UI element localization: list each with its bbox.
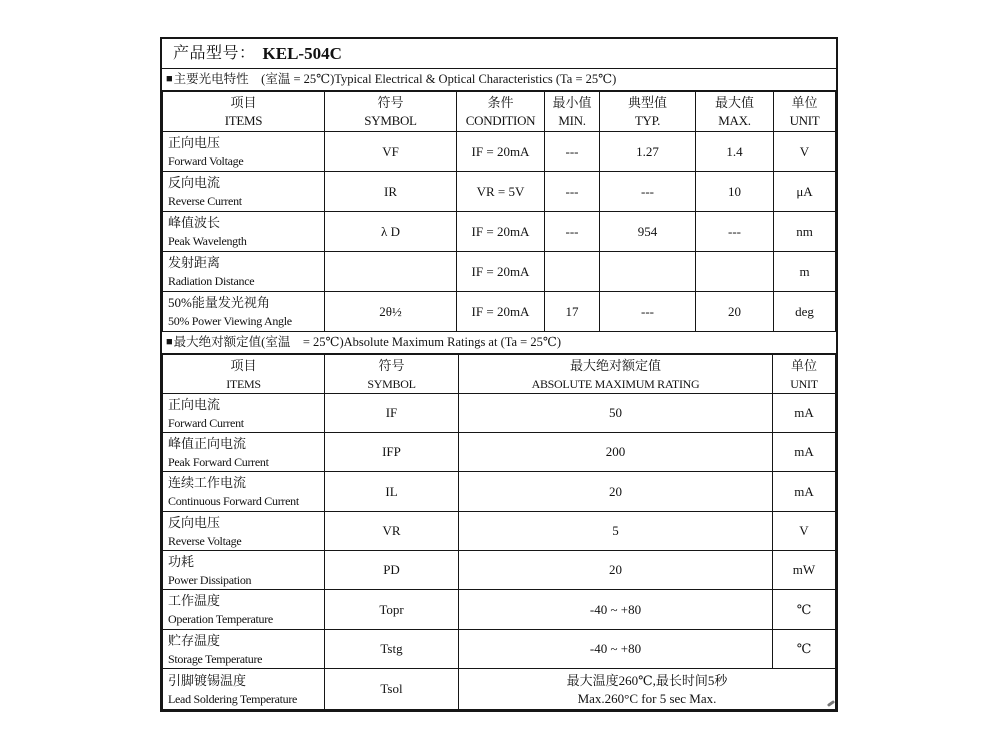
col-header-min: 最小值 MIN. bbox=[545, 92, 600, 132]
cell-item: 反向电压 Reverse Voltage bbox=[163, 512, 325, 551]
section-optical-title: 主要光电特性 (室温 = 25℃)Typical Electrical & Optical Characteristics (Ta = 25℃) bbox=[173, 72, 617, 86]
product-model-row bbox=[162, 39, 836, 69]
cell-item: 连续工作电流 Continuous Forward Current bbox=[163, 472, 325, 512]
table-row bbox=[163, 512, 836, 551]
cell-unit: mW bbox=[773, 551, 836, 590]
col-header-unit: 单位 UNIT bbox=[774, 92, 836, 132]
cell-item: 峰值正向电流 Peak Forward Current bbox=[163, 433, 325, 472]
cell-unit: μA bbox=[774, 172, 836, 212]
cell-max: --- bbox=[696, 212, 774, 252]
cell-item: 正向电流 Forward Current bbox=[163, 394, 325, 433]
table-row bbox=[163, 433, 836, 472]
cell-rating: 50 bbox=[459, 394, 773, 433]
table-row bbox=[163, 132, 836, 172]
cell-symbol: IFP bbox=[325, 433, 459, 472]
cell-rating: 200 bbox=[459, 433, 773, 472]
cell-rating: 20 bbox=[459, 472, 773, 512]
col-header-unit: 单位 UNIT bbox=[773, 355, 836, 394]
section-ratings-title: 最大绝对额定值(室温 = 25℃)Absolute Maximum Ratings at (Ta = 25℃) bbox=[173, 335, 561, 349]
cell-rating: 最大温度260℃,最长时间5秒 Max.260°C for 5 sec Max. bbox=[459, 669, 836, 710]
cell-typ: --- bbox=[600, 292, 696, 332]
table-row bbox=[163, 394, 836, 433]
cell-symbol: λ D bbox=[325, 212, 457, 252]
col-header-symbol: 符号 SYMBOL bbox=[325, 92, 457, 132]
black-square-icon: ■ bbox=[166, 73, 173, 85]
cell-unit: deg bbox=[774, 292, 836, 332]
col-header-condition: 条件 CONDITION bbox=[457, 92, 545, 132]
optical-characteristics-table bbox=[162, 91, 836, 332]
cell-symbol: IF bbox=[325, 394, 459, 433]
cell-item: 贮存温度 Storage Temperature bbox=[163, 630, 325, 669]
col-header-items: 项目 ITEMS bbox=[163, 355, 325, 394]
cell-unit: m bbox=[774, 252, 836, 292]
cell-unit: mA bbox=[773, 394, 836, 433]
section-absolute-maximum-ratings bbox=[162, 332, 836, 354]
col-header-rating: 最大绝对额定值 ABSOLUTE MAXIMUM RATING bbox=[459, 355, 773, 394]
table-row bbox=[163, 252, 836, 292]
cell-symbol: VF bbox=[325, 132, 457, 172]
cell-typ: 1.27 bbox=[600, 132, 696, 172]
cell-item: 引脚镀锡温度 Lead Soldering Temperature bbox=[163, 669, 325, 710]
absolute-maximum-ratings-table bbox=[162, 354, 836, 710]
cell-condition: IF = 20mA bbox=[457, 292, 545, 332]
cell-item: 功耗 Power Dissipation bbox=[163, 551, 325, 590]
product-model-value: KEL-504C bbox=[262, 43, 342, 63]
cell-min: --- bbox=[545, 132, 600, 172]
cell-max bbox=[696, 252, 774, 292]
cell-max: 20 bbox=[696, 292, 774, 332]
cell-rating: -40 ~ +80 bbox=[459, 630, 773, 669]
cell-condition: IF = 20mA bbox=[457, 132, 545, 172]
cell-rating: 5 bbox=[459, 512, 773, 551]
section-optical-characteristics bbox=[162, 69, 836, 91]
cell-item: 正向电压 Forward Voltage bbox=[163, 132, 325, 172]
cell-unit: V bbox=[773, 512, 836, 551]
cell-unit: mA bbox=[773, 472, 836, 512]
cell-condition: VR = 5V bbox=[457, 172, 545, 212]
cell-unit: V bbox=[774, 132, 836, 172]
table-row bbox=[163, 172, 836, 212]
cell-symbol: Tstg bbox=[325, 630, 459, 669]
cell-unit: mA bbox=[773, 433, 836, 472]
cell-max: 1.4 bbox=[696, 132, 774, 172]
table-header-row bbox=[163, 92, 836, 132]
table-row bbox=[163, 669, 836, 710]
cell-unit: ℃ bbox=[773, 590, 836, 630]
cell-min: --- bbox=[545, 172, 600, 212]
cell-symbol: IR bbox=[325, 172, 457, 212]
table-row bbox=[163, 590, 836, 630]
cell-rating: 20 bbox=[459, 551, 773, 590]
cell-unit: ℃ bbox=[773, 630, 836, 669]
cell-typ: --- bbox=[600, 172, 696, 212]
cell-item: 工作温度 Operation Temperature bbox=[163, 590, 325, 630]
cell-symbol: Topr bbox=[325, 590, 459, 630]
cell-condition: IF = 20mA bbox=[457, 252, 545, 292]
col-header-symbol: 符号 SYMBOL bbox=[325, 355, 459, 394]
cell-unit: nm bbox=[774, 212, 836, 252]
cell-max: 10 bbox=[696, 172, 774, 212]
table-row bbox=[163, 472, 836, 512]
cell-item: 反向电流 Reverse Current bbox=[163, 172, 325, 212]
table-row bbox=[163, 630, 836, 669]
datasheet-document bbox=[160, 37, 838, 712]
cell-symbol: PD bbox=[325, 551, 459, 590]
cell-typ: 954 bbox=[600, 212, 696, 252]
cell-typ bbox=[600, 252, 696, 292]
product-model-label: 产品型号： bbox=[173, 44, 256, 62]
cell-item: 发射距离 Radiation Distance bbox=[163, 252, 325, 292]
cell-symbol: VR bbox=[325, 512, 459, 551]
cell-symbol bbox=[325, 252, 457, 292]
cell-symbol: 2θ½ bbox=[325, 292, 457, 332]
cell-min bbox=[545, 252, 600, 292]
cell-symbol: Tsol bbox=[325, 669, 459, 710]
col-header-max: 最大值 MAX. bbox=[696, 92, 774, 132]
cell-min: --- bbox=[545, 212, 600, 252]
cell-min: 17 bbox=[545, 292, 600, 332]
table-row bbox=[163, 292, 836, 332]
table-header-row bbox=[163, 355, 836, 394]
cell-item: 50%能量发光视角 50% Power Viewing Angle bbox=[163, 292, 325, 332]
cell-condition: IF = 20mA bbox=[457, 212, 545, 252]
cell-rating: -40 ~ +80 bbox=[459, 590, 773, 630]
black-square-icon: ■ bbox=[166, 336, 173, 348]
table-row bbox=[163, 212, 836, 252]
col-header-typ: 典型值 TYP. bbox=[600, 92, 696, 132]
cell-symbol: IL bbox=[325, 472, 459, 512]
table-row bbox=[163, 551, 836, 590]
col-header-items: 项目 ITEMS bbox=[163, 92, 325, 132]
cell-item: 峰值波长 Peak Wavelength bbox=[163, 212, 325, 252]
